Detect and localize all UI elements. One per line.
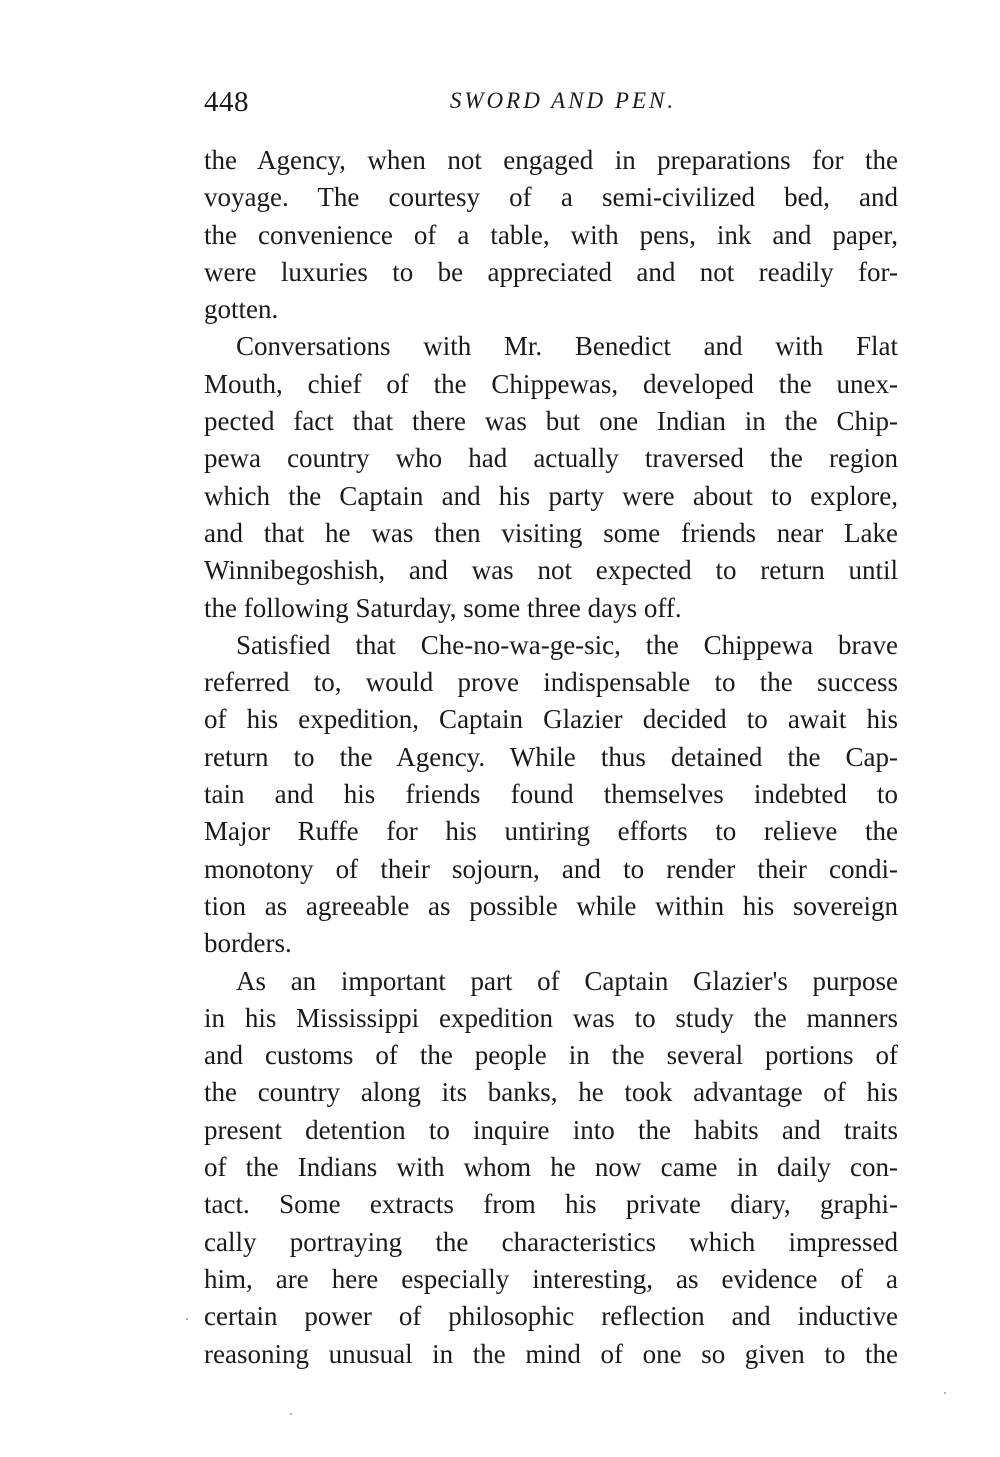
text-line: return to the Agency. While thus detained the Cap- [204,741,898,772]
text-line: in his Mississippi expedition was to study the manners [204,1002,898,1033]
text-line: cally portraying the characteristics which impressed [204,1226,898,1257]
text-line: the Agency, when not engaged in preparations for the [204,145,898,175]
paragraph-first-line: As an important part of Captain Glazier's purpose [236,965,898,996]
scan-speck [186,1318,188,1320]
text-line: gotten. [204,294,279,325]
text-line: which the Captain and his party were about to explore, [204,480,898,511]
text-line: the convenience of a table, with pens, ink and paper, [204,219,898,250]
text-line: present detention to inquire into the habits and traits [204,1114,898,1145]
text-line: the country along its banks, he took advantage of his [204,1077,898,1108]
text-line: the following Saturday, some three days off. [204,592,682,623]
text-line: voyage. The courtesy of a semi-civilized bed, and [204,182,898,213]
body-text [204,142,898,1373]
page-number: 448 [204,86,249,118]
text-line: pected fact that there was but one Indian in the Chip- [204,406,898,437]
text-line: him, are here especially interesting, as evidence of a [204,1263,898,1294]
text-line: Major Ruffe for his untiring efforts to relieve the [204,816,898,847]
text-line: monotony of their sojourn, and to render their condi- [204,853,898,884]
text-line: borders. [204,928,292,959]
text-line: reasoning unusual in the mind of one so given to the [204,1338,898,1369]
text-line: Winnibegoshish, and was not expected to return until [204,555,898,586]
text-line: were luxuries to be appreciated and not readily for- [204,256,898,287]
text-line: of his expedition, Captain Glazier decided to await his [204,704,898,735]
text-line: referred to, would prove indispensable to the success [204,667,898,698]
text-line: certain power of philosophic reflection and inductive [204,1301,898,1332]
text-line: of the Indians with whom he now came in daily con- [204,1152,898,1183]
paragraph-first-line: Conversations with Mr. Benedict and with Flat [236,331,898,362]
text-line: tact. Some extracts from his private diary, graphi- [204,1189,898,1220]
text-line: and customs of the people in the several portions of [204,1040,898,1071]
text-line: and that he was then visiting some friends near Lake [204,517,898,548]
text-line: pewa country who had actually traversed the region [204,443,898,474]
scan-speck [290,1413,292,1415]
text-line: tain and his friends found themselves indebted to [204,779,898,810]
scan-speck [944,1392,946,1394]
text-line: tion as agreeable as possible while within his sovereign [204,890,898,921]
paragraph-first-line: Satisfied that Che-no-wa-ge-sic, the Chippewa brave [236,629,898,660]
text-line: Mouth, chief of the Chippewas, developed the unex- [204,368,898,399]
running-head [204,86,898,126]
running-title: SWORD AND PEN. [449,88,677,113]
